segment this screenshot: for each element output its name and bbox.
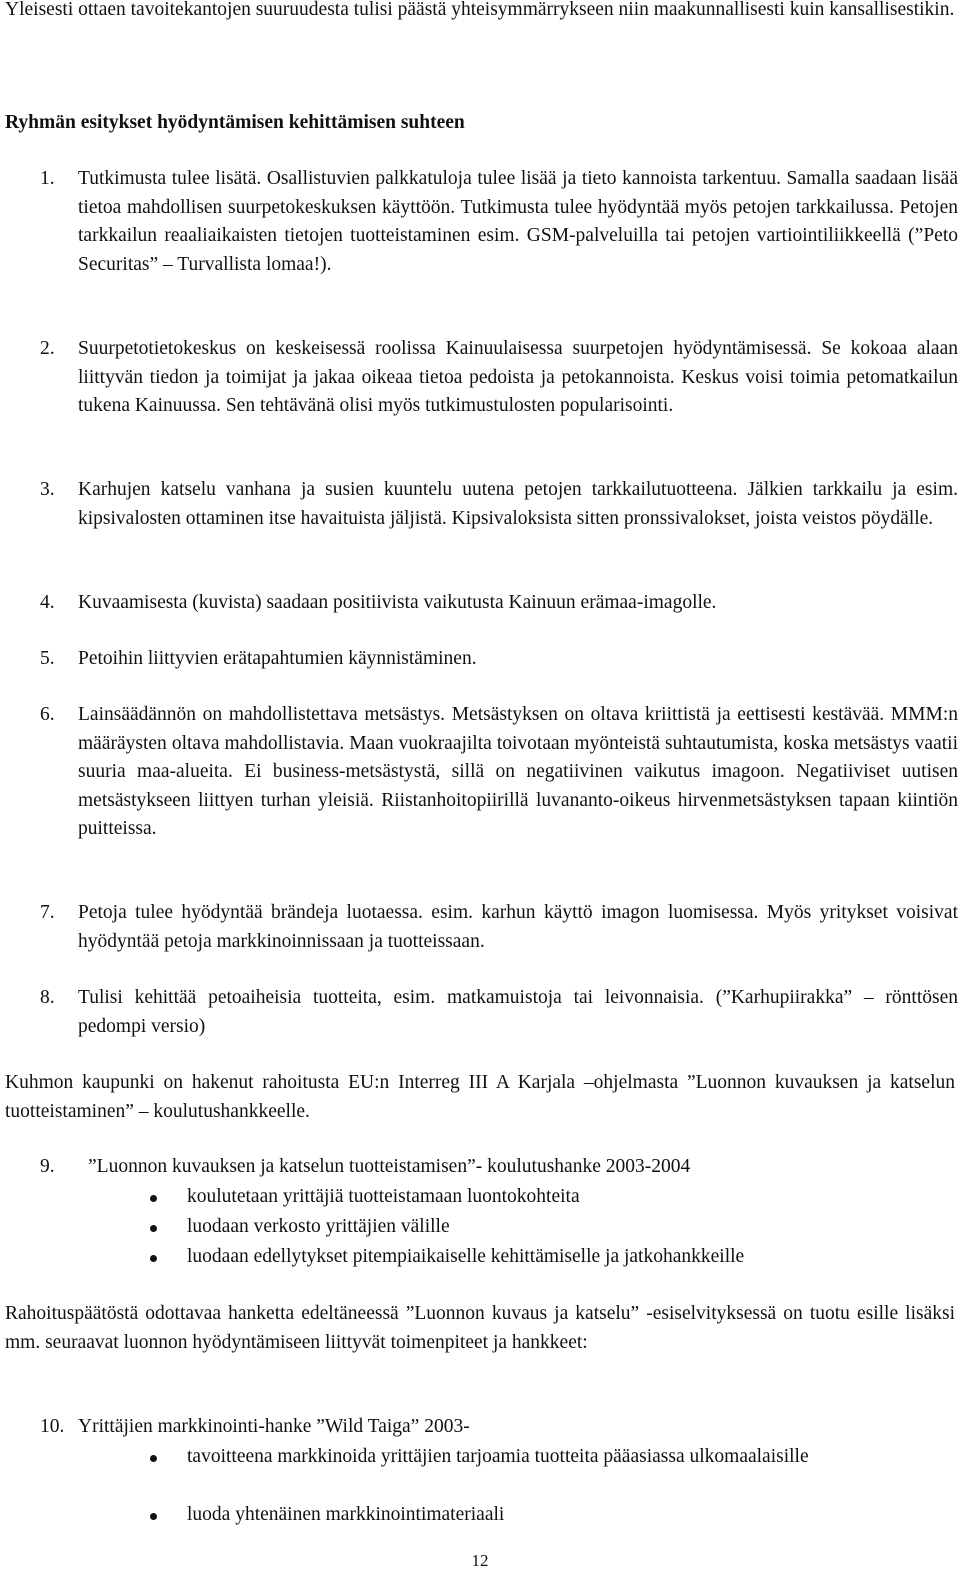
item-text: Lainsäädännön on mahdollistettava metsästys. Metsästyksen on oltava kriittistä ja eettisesti kestävää. MMM:n määräysten oltava mahdollistavia. Maan vuokraajilta toivotaan myönteistä suhtautumista, koska metsästys vaatii suuria maa-alueita. Ei business-metsästystä, sillä on negatiivinen vaikutus imagoon. Negatiiviset uutisen metsästykseen liittyen turhan yleisiä. Riistanhoitopiirillä luvananto-oikeus hirvenmetsästyksen tapaan kiintiön puitteissa. <box>78 704 958 839</box>
item-number: 6. <box>40 704 55 725</box>
bullet-text: luodaan verkosto yrittäjien välille <box>187 1216 450 1237</box>
bullet-dot-icon <box>150 1455 157 1462</box>
bullet-text: koulutetaan yrittäjiä tuotteistamaan luontokohteita <box>187 1186 580 1207</box>
bullet-dot-icon <box>150 1513 157 1520</box>
item-text: Suurpetotietokeskus on keskeisessä roolissa Kainuulaisessa suurpetojen hyödyntämisessä. Se kokoaa alaan liittyvän tiedon ja toimijat ja jakaa oikeaa tietoa pedoista ja petokannoista. Keskus voisi toimia petomatkailun tukena Kainuussa. Sen tehtävänä olisi myös tutkimustulosten popularisointi. <box>78 338 958 416</box>
bullet-item <box>0 1243 960 1273</box>
item-number: 8. <box>40 987 55 1008</box>
page-number: 12 <box>471 1551 489 1570</box>
item-text: ”Luonnon kuvauksen ja katselun tuotteistamisen”- koulutushanke 2003-2004 <box>88 1156 691 1177</box>
bullet-item <box>0 1443 960 1501</box>
bullet-item <box>0 1183 960 1213</box>
item-number: 5. <box>40 648 55 669</box>
item-text: Yrittäjien markkinointi-hanke ”Wild Taiga” 2003- <box>78 1416 470 1437</box>
item-text: Petoja tulee hyödyntää brändeja luotaessa. esim. karhun käyttö imagon luomisessa. Myös yritykset voisivat hyödyntää petoja markkinoinnissaan ja tuotteissaan. <box>78 902 958 952</box>
item-9-bullet-list <box>0 1183 960 1273</box>
bullet-dot-icon <box>150 1255 157 1262</box>
bullet-text: tavoitteena markkinoida yrittäjien tarjoamia tuotteita pääasiassa ulkomaalaisille <box>187 1446 809 1467</box>
item-text: Tulisi kehittää petoaiheisia tuotteita, esim. matkamuistoja tai leivonnaisia. (”Karhupiirakka” – rönttösen pedompi versio) <box>78 987 958 1037</box>
item-number: 10. <box>40 1416 65 1437</box>
item-text: Kuvaamisesta (kuvista) saadaan positiivista vaikutusta Kainuun erämaa-imagolle. <box>78 592 717 613</box>
bullet-text: luoda yhtenäinen markkinointimateriaali <box>187 1504 505 1525</box>
item-number: 1. <box>40 168 55 189</box>
item-number: 7. <box>40 902 55 923</box>
item-text: Petoihin liittyvien erätapahtumien käynnistäminen. <box>78 648 477 669</box>
bullet-text: luodaan edellytykset pitempiaikaiselle kehittämiselle ja jatkohankkeille <box>187 1246 745 1267</box>
kuhmo-paragraph: Kuhmon kaupunki on hakenut rahoitusta EU:n Interreg III A Karjala –ohjelmasta ”Luonnon kuvauksen ja katselun tuotteistaminen” – koulutushankkeelle. <box>5 1072 955 1122</box>
item-text: Karhujen katselu vanhana ja susien kuuntelu uutena petojen tarkkailutuotteena. Jälkien tarkkailu ja esim. kipsivalosten ottaminen itse havaituista jäljistä. Kipsivaloksista sitten pronssivalokset, joista veistos pöydälle. <box>78 479 958 529</box>
item-number: 2. <box>40 338 55 359</box>
intro-paragraph: Yleisesti ottaen tavoitekantojen suuruudesta tulisi päästä yhteisymmärrykseen niin maakunnallisesti kuin kansallisestikin. <box>5 0 955 20</box>
rahoitus-paragraph: Rahoituspäätöstä odottavaa hanketta edeltäneessä ”Luonnon kuvaus ja katselu” -esiselvityksessä on tuotu esille lisäksi mm. seuraavat luonnon hyödyntämiseen liittyvät toimenpiteet ja hankkeet: <box>5 1303 955 1353</box>
item-10-bullet-list <box>0 1443 960 1531</box>
bullet-item <box>0 1213 960 1243</box>
bullet-item <box>0 1501 960 1531</box>
bullet-dot-icon <box>150 1225 157 1232</box>
item-number: 3. <box>40 479 55 500</box>
item-number: 9. <box>40 1156 55 1177</box>
item-text: Tutkimusta tulee lisätä. Osallistuvien palkkatuloja tulee lisää ja tieto kannoista tarkentuu. Samalla saadaan lisää tietoa mahdollisen suurpetokeskuksen käyttöön. Tutkimusta tulee hyödyntää myös petojen tarkkailussa. Petojen tarkkailun reaaliaikaisten tietojen tuotteistaminen esim. GSM-palveluilla tai petojen vartiointiliikkeellä (”Peto Securitas” – Turvallista lomaa!). <box>78 168 958 275</box>
section-heading: Ryhmän esitykset hyödyntämisen kehittämisen suhteen <box>5 112 465 133</box>
bullet-dot-icon <box>150 1195 157 1202</box>
item-number: 4. <box>40 592 55 613</box>
